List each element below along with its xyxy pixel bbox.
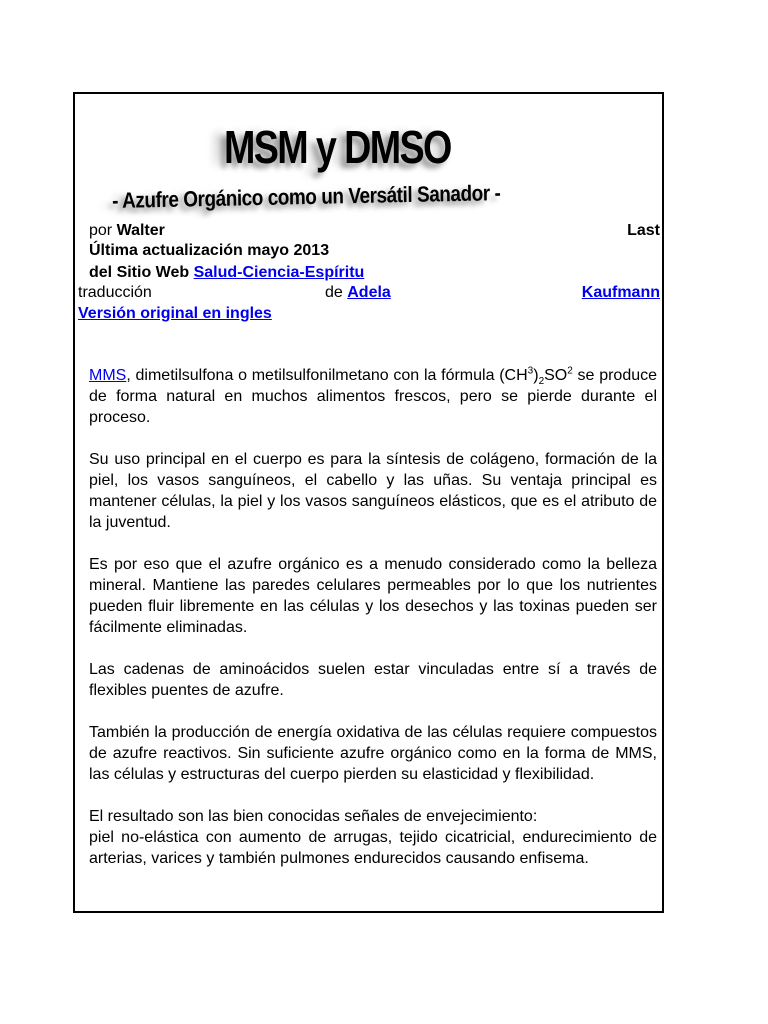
site-prefix: del Sitio Web [89,264,190,281]
formula-sup-2: 2 [567,365,573,377]
translation-line [78,283,660,303]
paragraph-3: Es por eso que el azufre orgánico es a menudo considerado como la belleza mineral. Mantiene las paredes celulares permeables por lo que los nutrientes pueden fluir libremente en las células y los desechos y las toxinas pueden ser fácilmente eliminadas. [89,556,657,636]
translator-last-link[interactable]: Kaufmann [581,284,660,301]
page-title: MSM y DMSO [224,121,451,173]
formula-sub: 2 [538,376,545,388]
original-version-line [78,304,660,324]
paragraph-1-text-c: SO [544,367,568,384]
translation-label: traducción [78,284,152,301]
source-site-line [78,263,660,283]
aging-signs-list: piel no-elástica con aumento de arrugas, tejido cicatricial, endurecimiento de arterias, varices y también pulmones endurecidos causando enfisema. [89,829,657,867]
formula-sup-1: 3 [527,365,534,377]
by-prefix: por [89,222,113,239]
mms-link[interactable]: MMS [89,367,127,384]
paragraph-4: Las cadenas de aminoácidos suelen estar vinculadas entre sí a través de flexibles puentes de azufre. [89,661,657,699]
paragraph-5: También la producción de energía oxidativa de las células requiere compuestos de azufre reactivos. Sin suficiente azufre orgánico como en la forma de MMS, las células y estructuras del cuerpo pierden su elasticidad y flexibilidad. [89,724,657,783]
author-first-name: Walter [116,222,165,239]
source-site-link[interactable]: Salud-Ciencia-Espíritu [193,264,365,281]
translator-first-link[interactable]: Adela [347,284,391,301]
paragraph-1-text-a: , dimetilsulfona o metilsulfonilmetano con la fórmula (CH [126,367,528,384]
last-updated: Última actualización mayo 2013 [89,242,330,259]
author-last-name: Last [627,222,660,239]
paragraph-2: Su uso principal en el cuerpo es para la síntesis de colágeno, formación de la piel, los vasos sanguíneos, el cabello y las uñas. Su ventaja principal es mantener células, la piel y los vasos sanguíneos elásticos, que es el atributo de la juventud. [89,451,657,531]
translation-de: de [325,284,343,301]
author-line [78,221,660,241]
original-version-link[interactable]: Versión original en ingles [78,305,272,322]
paragraph-1-text-b: ) [533,367,539,384]
paragraph-6: El resultado son las bien conocidas señales de envejecimiento: [89,808,538,825]
paragraph-1 [89,365,657,428]
page-subtitle: - Azufre Orgánico como un Versátil Sanador - [112,180,501,213]
paragraph-1-text-d: se produce de forma natural en muchos alimentos frescos, pero se pierde durante el proceso. [89,367,658,426]
article-body [89,365,657,890]
